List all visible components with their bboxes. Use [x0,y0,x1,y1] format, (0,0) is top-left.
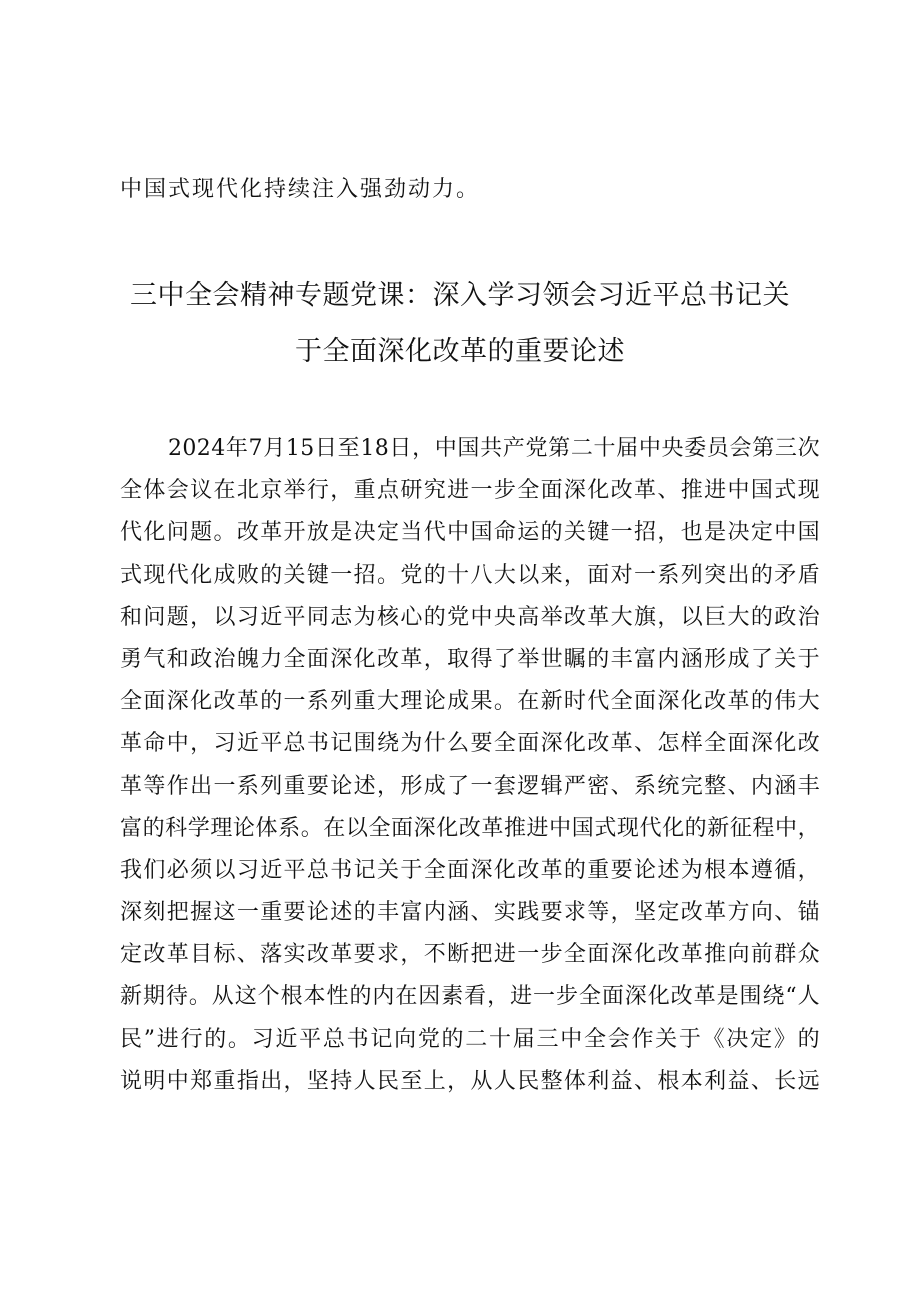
body-line: 代化问题。改革开放是决定当代中国命运的关键一招，也是决定中国 [120,520,820,546]
title-line-2: 于全面深化改革的重要论述 [295,336,625,367]
body-line: 我们必须以习近平总书记关于全面深化改革的重要论述为根本遵循， [120,857,820,883]
body-line: 2024年7月15日至18日，中国共产党第二十届中央委员会第三次 [168,436,820,461]
body-line: 民”进行的。习近平总书记向党的二十届三中全会作关于《决定》的 [120,1026,820,1052]
body-line: 富的科学理论体系。在以全面深化改革推进中国式现代化的新征程中， [120,815,820,841]
body-line: 新期待。从这个根本性的内在因素看，进一步全面深化改革是围绕“人 [120,984,820,1010]
body-line: 革命中，习近平总书记围绕为什么要全面深化改革、怎样全面深化改 [120,731,820,757]
body-line: 革等作出一系列重要论述，形成了一套逻辑严密、系统完整、内涵丰 [120,773,820,799]
body-paragraph [120,428,820,1103]
body-line: 式现代化成败的关键一招。党的十八大以来，面对一系列突出的矛盾 [120,562,820,588]
title-line-1: 三中全会精神专题党课：深入学习领会习近平总书记关 [130,280,790,311]
article-title [110,268,810,380]
body-line: 全体会议在北京举行，重点研究进一步全面深化改革、推进中国式现 [120,478,820,504]
body-line: 和问题，以习近平同志为核心的党中央高举改革大旗，以巨大的政治 [120,604,820,630]
body-line: 说明中郑重指出，坚持人民至上，从人民整体利益、根本利益、长远 [120,1068,820,1094]
body-line: 深刻把握这一重要论述的丰富内涵、实践要求等，坚定改革方向、锚 [120,900,820,926]
body-line: 全面深化改革的一系列重大理论成果。在新时代全面深化改革的伟大 [120,689,820,715]
lead-paragraph-end: 中国式现代化持续注入强劲动力。 [120,177,481,202]
body-line: 勇气和政治魄力全面深化改革，取得了举世瞩的丰富内涵形成了关于 [120,646,820,672]
body-line: 定改革目标、落实改革要求，不断把进一步全面深化改革推向前群众 [120,942,820,968]
